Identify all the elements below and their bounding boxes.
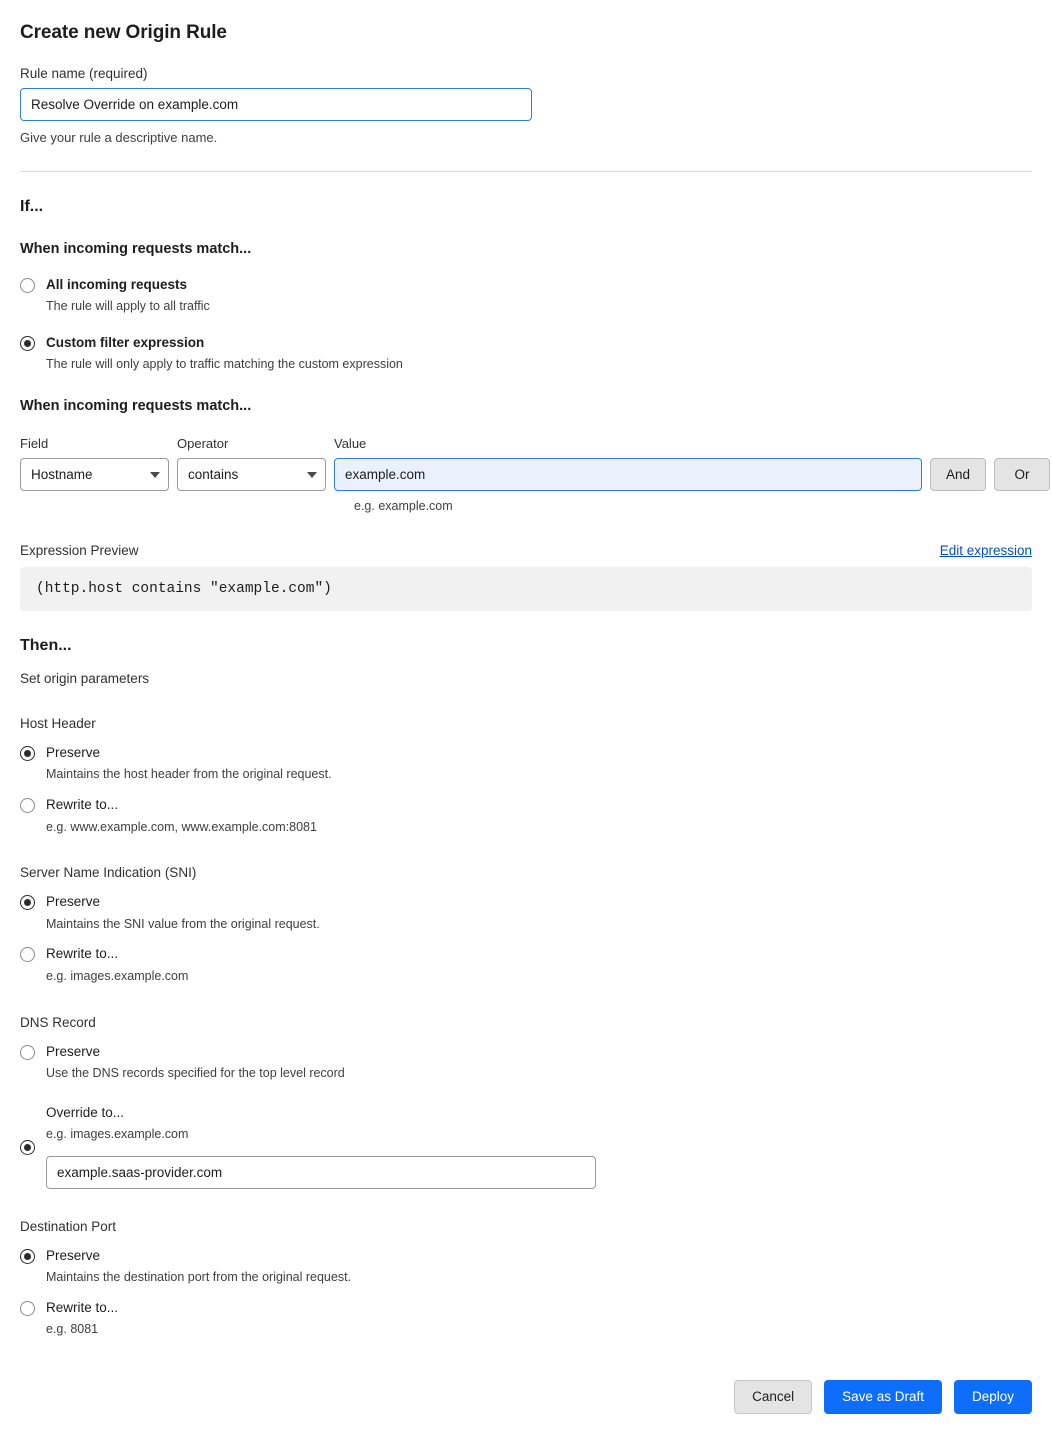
rule-name-input[interactable] <box>20 88 532 121</box>
operator-label: Operator <box>177 436 229 452</box>
dns-record-preserve-label: Preserve <box>46 1043 101 1059</box>
cancel-button[interactable]: Cancel <box>734 1380 812 1414</box>
operator-select[interactable] <box>177 458 326 491</box>
operator-column <box>177 436 326 491</box>
radio-all-incoming-requests-label: All incoming requests <box>46 277 188 292</box>
host-header-preserve-label: Preserve <box>46 745 101 761</box>
rule-name-label: Rule name (required) <box>20 66 148 81</box>
field-select-value[interactable]: Hostname <box>20 458 169 491</box>
value-column <box>334 436 922 491</box>
destination-port-preserve[interactable] <box>20 1247 1032 1286</box>
radio-custom-filter-expression-desc: The rule will only apply to traffic matching the custom expression <box>46 357 403 372</box>
host-header-label: Host Header <box>20 716 96 732</box>
destination-port-rewrite-label: Rewrite to... <box>46 1299 119 1315</box>
host-header-preserve-indicator[interactable] <box>20 746 35 761</box>
sni-preserve-label: Preserve <box>46 894 101 910</box>
dns-record-override-desc: e.g. images.example.com <box>46 1126 189 1141</box>
dns-record-preserve-indicator[interactable] <box>20 1045 35 1060</box>
dns-record-label: DNS Record <box>20 1014 96 1030</box>
dns-record-override[interactable] <box>20 1104 1032 1189</box>
section-divider <box>20 171 1032 172</box>
radio-custom-filter-expression-indicator[interactable] <box>20 336 35 351</box>
sni-rewrite-indicator[interactable] <box>20 947 35 962</box>
destination-port-rewrite-indicator[interactable] <box>20 1301 35 1316</box>
destination-port-rewrite[interactable] <box>20 1299 1032 1338</box>
field-column <box>20 436 169 491</box>
expression-preview-label: Expression Preview <box>20 543 139 559</box>
operator-select-value[interactable]: contains <box>177 458 326 491</box>
then-section-heading: Then... <box>20 637 72 655</box>
sni-preserve-desc: Maintains the SNI value from the original request. <box>46 916 320 931</box>
radio-custom-filter-expression-label: Custom filter expression <box>46 335 205 351</box>
if-section-heading: If... <box>20 198 44 215</box>
host-header-preserve[interactable] <box>20 744 1032 783</box>
sni-preserve-indicator[interactable] <box>20 895 35 910</box>
destination-port-label: Destination Port <box>20 1218 117 1234</box>
sni-label: Server Name Indication (SNI) <box>20 865 197 881</box>
destination-port-preserve-label: Preserve <box>46 1247 101 1263</box>
dns-record-override-input[interactable] <box>46 1156 596 1189</box>
host-header-preserve-desc: Maintains the host header from the original request. <box>46 767 332 782</box>
chevron-down-icon <box>150 472 160 478</box>
match-heading: When incoming requests match... <box>20 241 252 257</box>
chevron-down-icon <box>307 472 317 478</box>
deploy-button[interactable]: Deploy <box>954 1380 1032 1414</box>
form-actions <box>20 1380 1032 1436</box>
value-label: Value <box>334 436 367 452</box>
destination-port-preserve-indicator[interactable] <box>20 1249 35 1264</box>
value-hint: e.g. example.com <box>354 499 453 514</box>
then-section-subheading: Set origin parameters <box>20 671 150 687</box>
dns-record-preserve[interactable] <box>20 1043 1032 1082</box>
dns-record-preserve-desc: Use the DNS records specified for the top level record <box>46 1065 345 1080</box>
rule-name-group <box>20 66 1032 145</box>
dns-record-override-label: Override to... <box>46 1104 125 1120</box>
page-title: Create new Origin Rule <box>20 22 227 43</box>
expression-preview-header <box>20 543 1032 558</box>
sni-rewrite[interactable] <box>20 945 1032 984</box>
field-label: Field <box>20 436 49 452</box>
host-header-rewrite-label: Rewrite to... <box>46 797 119 813</box>
sni-preserve[interactable] <box>20 893 1032 932</box>
host-header-rewrite-indicator[interactable] <box>20 798 35 813</box>
expression-preview-text: (http.host contains "example.com") <box>20 567 1032 611</box>
dns-record-override-indicator[interactable] <box>20 1140 35 1155</box>
destination-port-rewrite-desc: e.g. 8081 <box>46 1322 99 1337</box>
edit-expression-link[interactable]: Edit expression <box>939 543 1032 559</box>
destination-port-preserve-desc: Maintains the destination port from the original request. <box>46 1269 352 1284</box>
save-as-draft-button[interactable]: Save as Draft <box>824 1380 942 1414</box>
sni-rewrite-label: Rewrite to... <box>46 946 119 962</box>
builder-heading: When incoming requests match... <box>20 398 252 415</box>
field-select[interactable] <box>20 458 169 491</box>
radio-all-incoming-requests[interactable] <box>20 276 1032 315</box>
value-input[interactable] <box>334 458 922 491</box>
and-button[interactable]: And <box>930 458 986 491</box>
sni-rewrite-desc: e.g. images.example.com <box>46 968 189 983</box>
or-button[interactable]: Or <box>994 458 1050 491</box>
host-header-rewrite-desc: e.g. www.example.com, www.example.com:8081 <box>46 819 317 834</box>
radio-all-incoming-requests-desc: The rule will apply to all traffic <box>46 299 210 314</box>
radio-custom-filter-expression[interactable] <box>20 334 1032 373</box>
rule-name-help: Give your rule a descriptive name. <box>20 130 218 145</box>
host-header-rewrite[interactable] <box>20 796 1032 835</box>
radio-all-incoming-requests-indicator[interactable] <box>20 278 35 293</box>
expression-builder-row <box>20 436 1032 491</box>
